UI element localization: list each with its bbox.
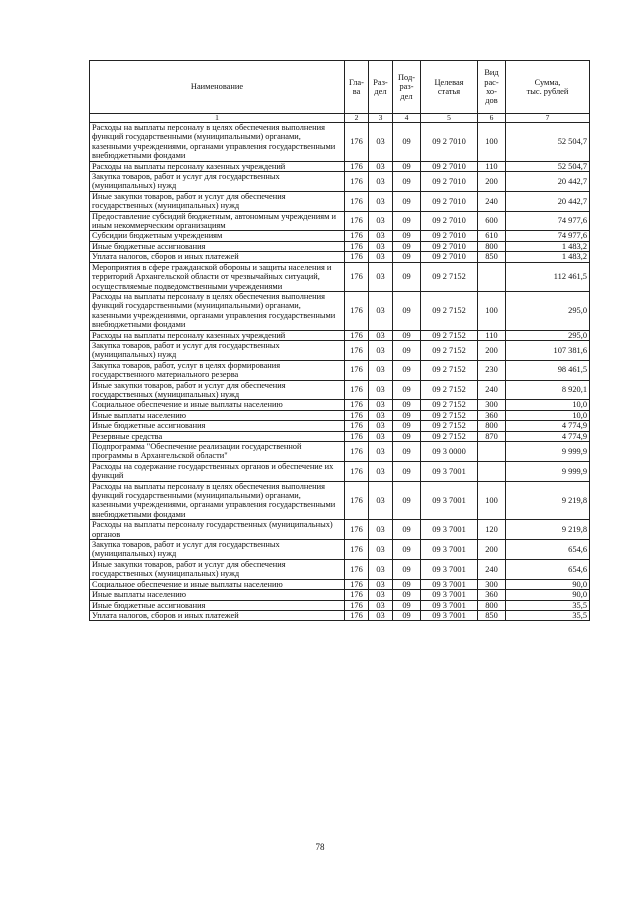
sum-cell: 35,5 — [506, 610, 590, 620]
column-number: 2 — [345, 114, 369, 123]
row-name-cell: Закупка товаров, работ и услуг для государственных (муниципальных) нужд — [90, 540, 345, 560]
row-name-cell: Мероприятия в сфере гражданской обороны и защиты населения и территорий Архангельской области от чрезвычайных ситуаций, осуществляемые подведомственными учреждениями — [90, 262, 345, 291]
sum-cell: 107 381,6 — [506, 340, 590, 360]
row-name-cell: Предоставление субсидий бюджетным, автономным учреждениям и иным некоммерческим организациям — [90, 211, 345, 231]
chapter-cell: 176 — [345, 340, 369, 360]
sum-cell: 10,0 — [506, 410, 590, 420]
table-row — [90, 330, 590, 340]
subsection-cell: 09 — [393, 410, 421, 420]
sum-cell: 654,6 — [506, 540, 590, 560]
sum-cell: 9 219,8 — [506, 481, 590, 520]
chapter-cell: 176 — [345, 123, 369, 162]
subsection-cell: 09 — [393, 421, 421, 431]
row-name-cell: Иные выплаты населению — [90, 410, 345, 420]
subsection-cell: 09 — [393, 191, 421, 211]
subsection-cell: 09 — [393, 461, 421, 481]
header-section: Раз- дел — [369, 61, 393, 114]
sum-cell: 1 483,2 — [506, 252, 590, 262]
section-cell: 03 — [369, 211, 393, 231]
chapter-cell: 176 — [345, 161, 369, 171]
sum-cell: 90,0 — [506, 579, 590, 589]
subsection-cell: 09 — [393, 610, 421, 620]
target-article-cell: 09 2 7152 — [421, 410, 478, 420]
expense-type-cell: 360 — [478, 410, 506, 420]
sum-cell: 10,0 — [506, 400, 590, 410]
target-article-cell: 09 2 7010 — [421, 191, 478, 211]
section-cell: 03 — [369, 330, 393, 340]
target-article-cell: 09 2 7152 — [421, 291, 478, 330]
expense-type-cell: 300 — [478, 579, 506, 589]
expense-type-cell: 600 — [478, 211, 506, 231]
chapter-cell: 176 — [345, 559, 369, 579]
chapter-cell: 176 — [345, 330, 369, 340]
chapter-cell: 176 — [345, 579, 369, 589]
table-row — [90, 241, 590, 251]
sum-cell: 295,0 — [506, 330, 590, 340]
section-cell: 03 — [369, 559, 393, 579]
table-row — [90, 590, 590, 600]
target-article-cell: 09 2 7152 — [421, 360, 478, 380]
chapter-cell: 176 — [345, 252, 369, 262]
expense-type-cell: 360 — [478, 590, 506, 600]
section-cell: 03 — [369, 262, 393, 291]
sum-cell: 90,0 — [506, 590, 590, 600]
table-row — [90, 161, 590, 171]
row-name-cell: Закупка товаров, работ и услуг для государственных (муниципальных) нужд — [90, 340, 345, 360]
row-name-cell: Социальное обеспечение и иные выплаты населению — [90, 579, 345, 589]
chapter-cell: 176 — [345, 600, 369, 610]
section-cell: 03 — [369, 579, 393, 589]
target-article-cell: 09 2 7010 — [421, 252, 478, 262]
row-name-cell: Уплата налогов, сборов и иных платежей — [90, 610, 345, 620]
subsection-cell: 09 — [393, 559, 421, 579]
subsection-cell: 09 — [393, 481, 421, 520]
chapter-cell: 176 — [345, 231, 369, 241]
chapter-cell: 176 — [345, 211, 369, 231]
row-name-cell: Уплата налогов, сборов и иных платежей — [90, 252, 345, 262]
target-article-cell: 09 2 7010 — [421, 211, 478, 231]
header-target-article: Целевая статья — [421, 61, 478, 114]
target-article-cell: 09 3 7001 — [421, 590, 478, 600]
subsection-cell: 09 — [393, 211, 421, 231]
row-name-cell: Иные закупки товаров, работ и услуг для обеспечения государственных (муниципальных) нужд — [90, 559, 345, 579]
target-article-cell: 09 3 0000 — [421, 442, 478, 462]
section-cell: 03 — [369, 291, 393, 330]
expense-type-cell: 240 — [478, 559, 506, 579]
row-name-cell: Иные бюджетные ассигнования — [90, 241, 345, 251]
column-number: 1 — [90, 114, 345, 123]
subsection-cell: 09 — [393, 291, 421, 330]
subsection-cell: 09 — [393, 241, 421, 251]
sum-cell: 74 977,6 — [506, 211, 590, 231]
table-row — [90, 579, 590, 589]
header-sum: Сумма, тыс. рублей — [506, 61, 590, 114]
target-article-cell: 09 2 7152 — [421, 380, 478, 400]
expense-type-cell: 100 — [478, 291, 506, 330]
chapter-cell: 176 — [345, 172, 369, 192]
section-cell: 03 — [369, 360, 393, 380]
subsection-cell: 09 — [393, 330, 421, 340]
table-row — [90, 481, 590, 520]
expense-type-cell — [478, 442, 506, 462]
chapter-cell: 176 — [345, 262, 369, 291]
subsection-cell: 09 — [393, 252, 421, 262]
target-article-cell: 09 2 7010 — [421, 231, 478, 241]
sum-cell: 20 442,7 — [506, 172, 590, 192]
sum-cell: 20 442,7 — [506, 191, 590, 211]
chapter-cell: 176 — [345, 191, 369, 211]
row-name-cell: Расходы на выплаты персоналу казенных учреждений — [90, 161, 345, 171]
subsection-cell: 09 — [393, 231, 421, 241]
subsection-cell: 09 — [393, 360, 421, 380]
section-cell: 03 — [369, 231, 393, 241]
subsection-cell: 09 — [393, 520, 421, 540]
header-chapter: Гла- ва — [345, 61, 369, 114]
target-article-cell: 09 3 7001 — [421, 600, 478, 610]
chapter-cell: 176 — [345, 431, 369, 441]
target-article-cell: 09 2 7152 — [421, 400, 478, 410]
target-article-cell: 09 3 7001 — [421, 461, 478, 481]
section-cell: 03 — [369, 421, 393, 431]
subsection-cell: 09 — [393, 600, 421, 610]
column-number: 5 — [421, 114, 478, 123]
table-row — [90, 610, 590, 620]
table-row — [90, 340, 590, 360]
table-row — [90, 360, 590, 380]
section-cell: 03 — [369, 590, 393, 600]
table-row — [90, 520, 590, 540]
row-name-cell: Иные закупки товаров, работ и услуг для обеспечения государственных (муниципальных) нужд — [90, 191, 345, 211]
expense-type-cell: 800 — [478, 421, 506, 431]
target-article-cell: 09 2 7152 — [421, 262, 478, 291]
expense-type-cell: 100 — [478, 123, 506, 162]
target-article-cell: 09 2 7152 — [421, 421, 478, 431]
expense-type-cell: 300 — [478, 400, 506, 410]
target-article-cell: 09 2 7152 — [421, 330, 478, 340]
chapter-cell: 176 — [345, 610, 369, 620]
table-row — [90, 600, 590, 610]
expense-type-cell: 850 — [478, 252, 506, 262]
section-cell: 03 — [369, 252, 393, 262]
section-cell: 03 — [369, 380, 393, 400]
column-number: 4 — [393, 114, 421, 123]
expense-type-cell: 100 — [478, 481, 506, 520]
row-name-cell: Иные бюджетные ассигнования — [90, 421, 345, 431]
table-row — [90, 231, 590, 241]
expense-type-cell: 850 — [478, 610, 506, 620]
target-article-cell: 09 2 7152 — [421, 431, 478, 441]
row-name-cell: Расходы на выплаты персоналу казенных учреждений — [90, 330, 345, 340]
section-cell: 03 — [369, 172, 393, 192]
section-cell: 03 — [369, 431, 393, 441]
row-name-cell: Закупка товаров, работ и услуг для государственных (муниципальных) нужд — [90, 172, 345, 192]
sum-cell: 74 977,6 — [506, 231, 590, 241]
chapter-cell: 176 — [345, 540, 369, 560]
subsection-cell: 09 — [393, 262, 421, 291]
expense-type-cell: 610 — [478, 231, 506, 241]
section-cell: 03 — [369, 340, 393, 360]
table-row — [90, 410, 590, 420]
section-cell: 03 — [369, 481, 393, 520]
sum-cell: 654,6 — [506, 559, 590, 579]
table-row — [90, 172, 590, 192]
table-row — [90, 559, 590, 579]
target-article-cell: 09 2 7152 — [421, 340, 478, 360]
table-row — [90, 421, 590, 431]
table-header — [90, 61, 590, 123]
subsection-cell: 09 — [393, 540, 421, 560]
section-cell: 03 — [369, 600, 393, 610]
header-expense-type: Вид рас- хо- дов — [478, 61, 506, 114]
target-article-cell: 09 2 7010 — [421, 161, 478, 171]
table-row — [90, 211, 590, 231]
expense-type-cell: 240 — [478, 191, 506, 211]
subsection-cell: 09 — [393, 172, 421, 192]
table-row — [90, 191, 590, 211]
section-cell: 03 — [369, 461, 393, 481]
table-row — [90, 400, 590, 410]
row-name-cell: Иные выплаты населению — [90, 590, 345, 600]
section-cell: 03 — [369, 123, 393, 162]
expense-type-cell — [478, 262, 506, 291]
section-cell: 03 — [369, 610, 393, 620]
row-name-cell: Подпрограмма "Обеспечение реализации государственной программы в Архангельской области" — [90, 442, 345, 462]
chapter-cell: 176 — [345, 400, 369, 410]
expense-type-cell: 240 — [478, 380, 506, 400]
subsection-cell: 09 — [393, 590, 421, 600]
header-subsection: Под- раз- дел — [393, 61, 421, 114]
section-cell: 03 — [369, 241, 393, 251]
chapter-cell: 176 — [345, 481, 369, 520]
subsection-cell: 09 — [393, 161, 421, 171]
table-row — [90, 540, 590, 560]
chapter-cell: 176 — [345, 410, 369, 420]
target-article-cell: 09 3 7001 — [421, 559, 478, 579]
budget-table — [89, 60, 590, 621]
expense-type-cell: 230 — [478, 360, 506, 380]
row-name-cell: Расходы на выплаты персоналу государственных (муниципальных) органов — [90, 520, 345, 540]
chapter-cell: 176 — [345, 590, 369, 600]
sum-cell: 4 774,9 — [506, 421, 590, 431]
target-article-cell: 09 3 7001 — [421, 579, 478, 589]
target-article-cell: 09 2 7010 — [421, 123, 478, 162]
column-number: 3 — [369, 114, 393, 123]
row-name-cell: Резервные средства — [90, 431, 345, 441]
row-name-cell: Расходы на выплаты персоналу в целях обеспечения выполнения функций государственными (муниципальными) органами, казенными учреждениями, органами управления государственными внебюджетными фондами — [90, 481, 345, 520]
subsection-cell: 09 — [393, 442, 421, 462]
subsection-cell: 09 — [393, 380, 421, 400]
header-name: Наименование — [90, 61, 345, 114]
section-cell: 03 — [369, 400, 393, 410]
row-name-cell: Иные закупки товаров, работ и услуг для обеспечения государственных (муниципальных) нужд — [90, 380, 345, 400]
chapter-cell: 176 — [345, 442, 369, 462]
sum-cell: 8 920,1 — [506, 380, 590, 400]
chapter-cell: 176 — [345, 380, 369, 400]
row-name-cell: Социальное обеспечение и иные выплаты населению — [90, 400, 345, 410]
table-row — [90, 461, 590, 481]
target-article-cell: 09 3 7001 — [421, 610, 478, 620]
table-row — [90, 252, 590, 262]
page-number: 78 — [315, 842, 325, 852]
chapter-cell: 176 — [345, 241, 369, 251]
table-row — [90, 123, 590, 162]
table-row — [90, 442, 590, 462]
sum-cell: 9 999,9 — [506, 461, 590, 481]
subsection-cell: 09 — [393, 123, 421, 162]
subsection-cell: 09 — [393, 579, 421, 589]
sum-cell: 1 483,2 — [506, 241, 590, 251]
section-cell: 03 — [369, 410, 393, 420]
table-row — [90, 431, 590, 441]
expense-type-cell: 200 — [478, 340, 506, 360]
chapter-cell: 176 — [345, 461, 369, 481]
target-article-cell: 09 2 7010 — [421, 172, 478, 192]
section-cell: 03 — [369, 161, 393, 171]
row-name-cell: Расходы на выплаты персоналу в целях обеспечения выполнения функций государственными (муниципальными) органами, казенными учреждениями, органами управления государственными внебюджетными фондами — [90, 123, 345, 162]
section-cell: 03 — [369, 520, 393, 540]
column-number: 7 — [506, 114, 590, 123]
subsection-cell: 09 — [393, 400, 421, 410]
row-name-cell: Субсидии бюджетным учреждениям — [90, 231, 345, 241]
expense-type-cell: 200 — [478, 172, 506, 192]
section-cell: 03 — [369, 540, 393, 560]
sum-cell: 9 219,8 — [506, 520, 590, 540]
chapter-cell: 176 — [345, 360, 369, 380]
sum-cell: 98 461,5 — [506, 360, 590, 380]
sum-cell: 52 504,7 — [506, 123, 590, 162]
target-article-cell: 09 2 7010 — [421, 241, 478, 251]
table-row — [90, 380, 590, 400]
expense-type-cell: 800 — [478, 241, 506, 251]
expense-type-cell: 870 — [478, 431, 506, 441]
expense-type-cell: 110 — [478, 330, 506, 340]
target-article-cell: 09 3 7001 — [421, 481, 478, 520]
sum-cell: 112 461,5 — [506, 262, 590, 291]
sum-cell: 295,0 — [506, 291, 590, 330]
sum-cell: 52 504,7 — [506, 161, 590, 171]
row-name-cell: Иные бюджетные ассигнования — [90, 600, 345, 610]
chapter-cell: 176 — [345, 291, 369, 330]
section-cell: 03 — [369, 442, 393, 462]
table-body — [90, 123, 590, 621]
expense-type-cell: 110 — [478, 161, 506, 171]
subsection-cell: 09 — [393, 340, 421, 360]
target-article-cell: 09 3 7001 — [421, 540, 478, 560]
chapter-cell: 176 — [345, 520, 369, 540]
target-article-cell: 09 3 7001 — [421, 520, 478, 540]
row-name-cell: Закупка товаров, работ, услуг в целях формирования государственного материального резерва — [90, 360, 345, 380]
row-name-cell: Расходы на выплаты персоналу в целях обеспечения выполнения функций государственными (муниципальными) органами, казенными учреждениями, органами управления государственными внебюджетными фондами — [90, 291, 345, 330]
table-row — [90, 262, 590, 291]
section-cell: 03 — [369, 191, 393, 211]
subsection-cell: 09 — [393, 431, 421, 441]
sum-cell: 35,5 — [506, 600, 590, 610]
chapter-cell: 176 — [345, 421, 369, 431]
sum-cell: 4 774,9 — [506, 431, 590, 441]
row-name-cell: Расходы на содержание государственных органов и обеспечение их функций — [90, 461, 345, 481]
expense-type-cell — [478, 461, 506, 481]
sum-cell: 9 999,9 — [506, 442, 590, 462]
table-row — [90, 291, 590, 330]
header-row — [90, 61, 590, 114]
expense-type-cell: 200 — [478, 540, 506, 560]
column-number-row — [90, 114, 590, 123]
expense-type-cell: 120 — [478, 520, 506, 540]
expense-type-cell: 800 — [478, 600, 506, 610]
column-number: 6 — [478, 114, 506, 123]
